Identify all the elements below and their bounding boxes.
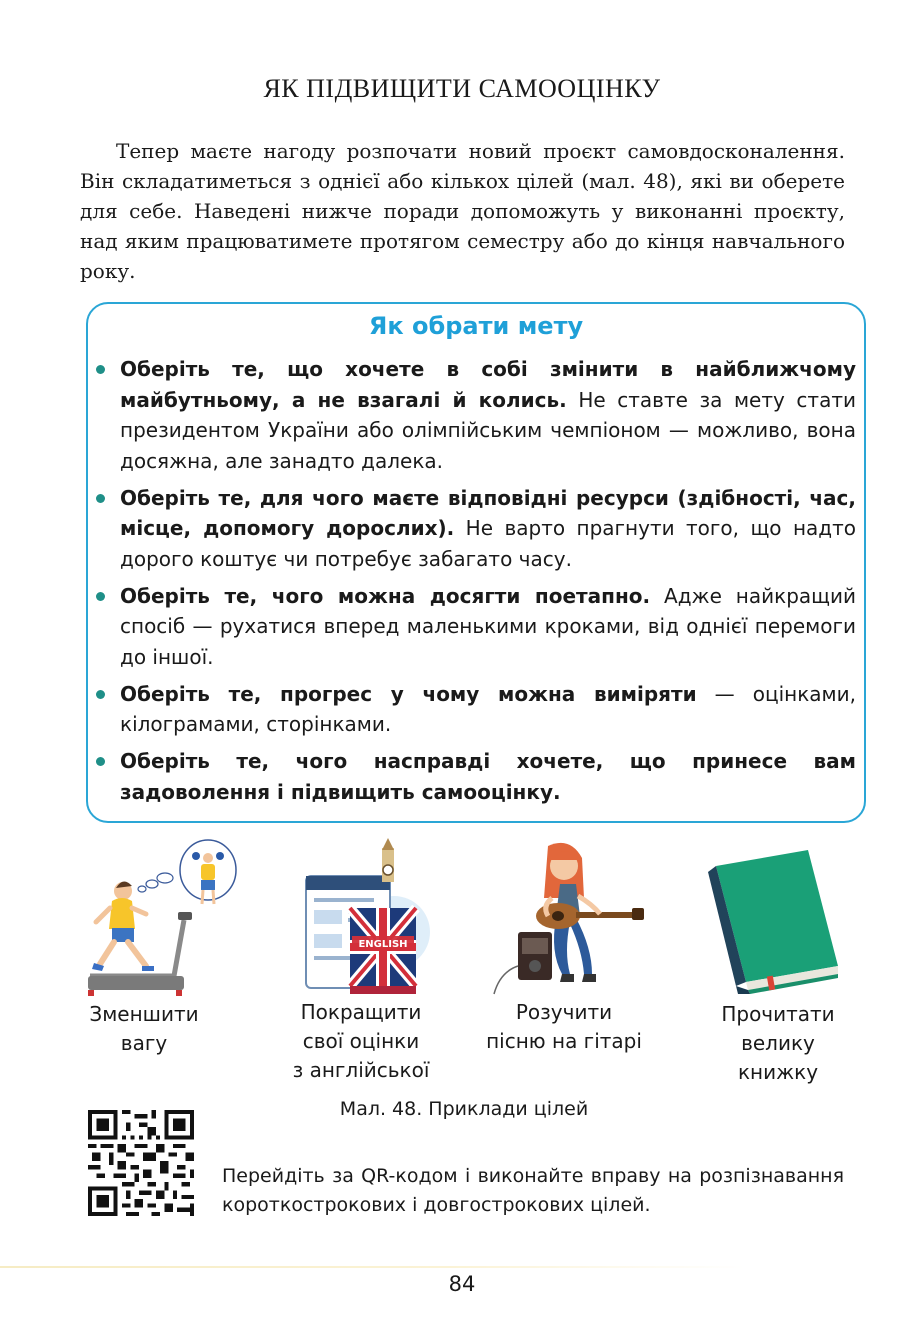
figure-label-weight (80, 1000, 208, 1058)
tip-text: — оцінками, кілограмами, сторінками. (120, 681, 856, 736)
bullet-icon (96, 690, 105, 699)
footer-divider (0, 1266, 745, 1268)
figure-label: Зменшити вагу (89, 1002, 199, 1055)
figure-label-english (286, 998, 436, 1085)
figure-label: Покращити свої оцінки з англійської (292, 1000, 430, 1082)
page-number: 84 (448, 1272, 476, 1296)
bullet-icon (96, 365, 105, 374)
tip-box-title: Як обрати мету (368, 312, 584, 340)
figure-label-book (710, 1000, 846, 1087)
intro-paragraph: Тепер маєте нагоду розпочати новий проєкт самовдосконалення. Він складатиметься з однієї або кількох цілей (мал. 48), які ви оберете для себе. Наведені нижче поради допоможуть у виконанні проєкту, над яким працюватимете протягом семестру або до кінця навчального року. (80, 139, 845, 283)
list-item (120, 354, 856, 476)
tip-text: Не варто прагнути того, що надто дорого коштує чи потребує забагато часу. (120, 516, 856, 571)
treadmill-runner-icon (80, 838, 240, 998)
qr-instruction-text: Перейдіть за QR-кодом і виконайте вправу на розпізнавання короткострокових і довгострокових цілей. (222, 1165, 844, 1216)
tip-box (86, 302, 866, 823)
bullet-icon (96, 757, 105, 766)
qr-code-icon[interactable] (88, 1110, 194, 1216)
tip-text: Адже найкращий спосіб — рухатися вперед маленькими кроками, від однієї перемоги до іншої. (120, 583, 856, 669)
tip-text: Не ставте за мету стати президентом України або олімпійським чемпіоном — можливо, вона досяжна, але занадто далека. (120, 387, 856, 473)
tip-list (120, 354, 856, 814)
figure-label: Розучити пісню на гітарі (486, 1000, 642, 1053)
figure-label-guitar (484, 998, 644, 1056)
green-book-icon (704, 848, 844, 996)
tip-bold-text: Оберіть те, чого насправді хочете, що принесе вам задоволення і підвищить самооцінку. (120, 749, 856, 804)
tip-bold-text: Оберіть те, чого можна досягти поетапно. (120, 583, 651, 608)
figure-label: Прочитати велику книжку (721, 1002, 835, 1084)
list-item (120, 746, 856, 807)
bullet-icon (96, 592, 105, 601)
tip-bold-text: Оберіть те, що хочете в собі змінити в найближчому майбутньому, а не взагалі й колись. (120, 357, 856, 412)
list-item (120, 483, 856, 575)
english-book-icon (302, 838, 432, 998)
page-title: ЯК ПІДВИЩИТИ САМООЦІНКУ (263, 74, 661, 103)
book-cover-text: ENGLISH (358, 939, 408, 950)
tip-bold-text: Оберіть те, для чого маєте відповідні ресурси (здібності, час, місце, допомогу дорослих). (120, 485, 856, 540)
tip-bold-text: Оберіть те, прогрес у чому можна виміряти (120, 681, 697, 706)
figure-caption: Мал. 48. Приклади цілей (339, 1098, 589, 1120)
list-item (120, 581, 856, 673)
bullet-icon (96, 494, 105, 503)
guitar-player-icon (488, 838, 648, 998)
list-item (120, 679, 856, 740)
